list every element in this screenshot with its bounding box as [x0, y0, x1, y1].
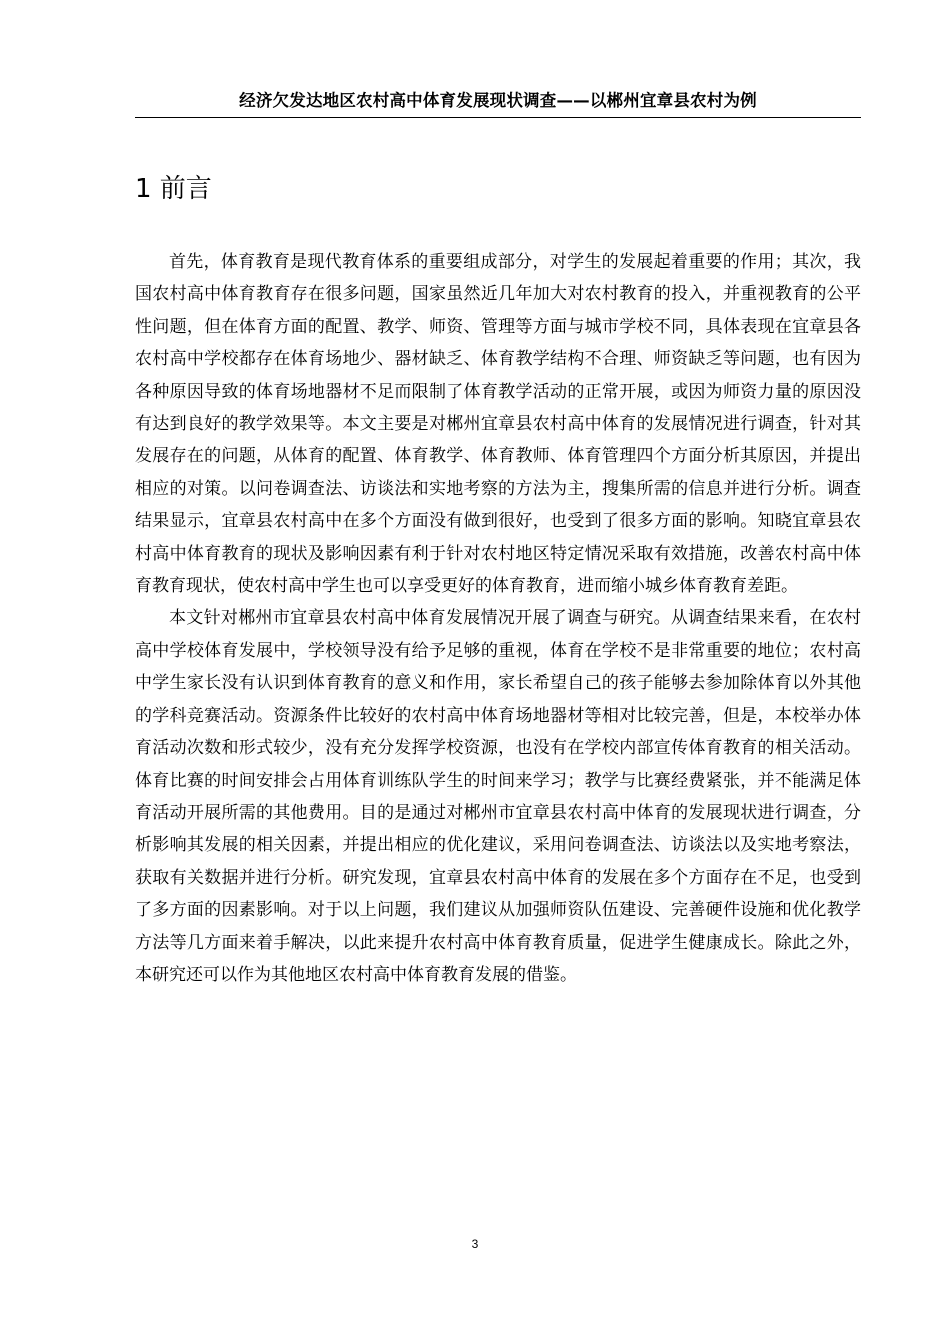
paragraph-2: 本文针对郴州市宜章县农村高中体育发展情况开展了调查与研究。从调查结果来看，在农村高中学校体育发展中，学校领导没有给予足够的重视，体育在学校不是非常重要的地位；农村高中学生家长没有认识到体育教育的意义和作用，家长希望自己的孩子能够去参加除体育以外其他的学科竞赛活动。资源条件比较好的农村高中体育场地器材等相对比较完善，但是，本校举办体育活动次数和形式较少，没有充分发挥学校资源，也没有在学校内部宣传体育教育的相关活动。体育比赛的时间安排会占用体育训练队学生的时间来学习；教学与比赛经费紧张，并不能满足体育活动开展所需的其他费用。目的是通过对郴州市宜章县农村高中体育的发展现状进行调查，分析影响其发展的相关因素，并提出相应的优化建议，采用问卷调查法、访谈法以及实地考察法，获取有关数据并进行分析。研究发现，宜章县农村高中体育的发展在多个方面存在不足，也受到了多方面的因素影响。对于以上问题，我们建议从加强师资队伍建设、完善硬件设施和优化教学方法等几方面来着手解决，以此来提升农村高中体育教育质量，促进学生健康成长。除此之外，本研究还可以作为其他地区农村高中体育教育发展的借鉴。 — [135, 608, 861, 985]
page-number: 3 — [471, 1237, 479, 1251]
section-heading: 1 前言 — [135, 174, 212, 204]
header-divider — [135, 117, 861, 118]
running-header-title: 经济欠发达地区农村高中体育发展现状调查——以郴州宜章县农村为例 — [239, 91, 757, 110]
paragraph-1: 首先，体育教育是现代教育体系的重要组成部分，对学生的发展起着重要的作用；其次，我国农村高中体育教育存在很多问题，国家虽然近几年加大对农村教育的投入，并重视教育的公平性问题，但在体育方面的配置、教学、师资、管理等方面与城市学校不同，具体表现在宜章县各农村高中学校都存在体育场地少、器材缺乏、体育教学结构不合理、师资缺乏等问题，也有因为各种原因导致的体育场地器材不足而限制了体育教学活动的正常开展，或因为师资力量的原因没有达到良好的教学效果等。本文主要是对郴州宜章县农村高中体育的发展情况进行调查，针对其发展存在的问题，从体育的配置、体育教学、体育教师、体育管理四个方面分析其原因，并提出相应的对策。以问卷调查法、访谈法和实地考察的方法为主，搜集所需的信息并进行分析。调查结果显示，宜章县农村高中在多个方面没有做到很好，也受到了很多方面的影响。知晓宜章县农村高中体育教育的现状及影响因素有利于针对农村地区特定情况采取有效措施，改善农村高中体育教育现状，使农村高中学生也可以享受更好的体育教育，进而缩小城乡体育教育差距。 — [135, 252, 861, 597]
body-text — [135, 246, 861, 991]
